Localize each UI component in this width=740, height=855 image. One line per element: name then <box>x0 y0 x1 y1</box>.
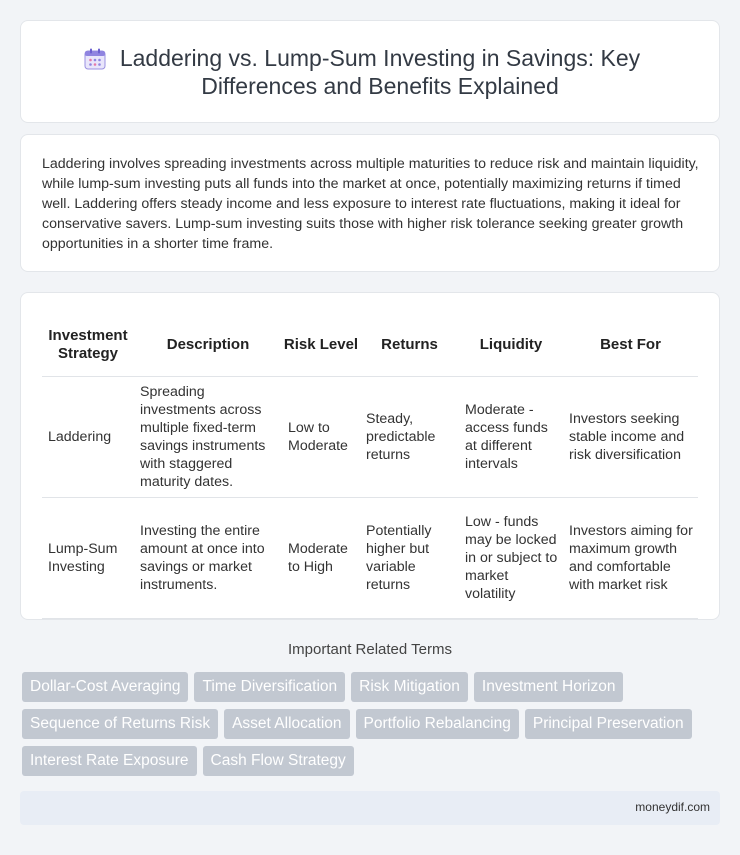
cell-description: Spreading investments across multiple fixed-term savings instruments with staggered maturity dates. <box>134 376 282 497</box>
cell-strategy: Lump-Sum Investing <box>42 497 134 618</box>
header-liquidity: Liquidity <box>459 315 563 376</box>
cell-liquidity: Moderate - access funds at different intervals <box>459 376 563 497</box>
table-row <box>42 376 698 497</box>
title-card <box>20 20 720 123</box>
related-term-tag[interactable]: Asset Allocation <box>224 709 349 739</box>
related-terms-title: Important Related Terms <box>288 641 452 658</box>
cell-returns: Potentially higher but variable returns <box>360 497 459 618</box>
intro-paragraph: Laddering involves spreading investments across multiple maturities to reduce risk and maintain liquidity, while lump-sum investing puts all funds into the market at once, potentially maximizing returns if timed well. Laddering offers steady income and less exposure to interest rate fluctuations, making it ideal for conservative savers. Lump-sum investing suits those with higher risk tolerance seeking greater growth opportunities in a shorter time frame. <box>42 156 699 252</box>
related-term-tag[interactable]: Cash Flow Strategy <box>203 746 354 776</box>
related-term-tag[interactable]: Risk Mitigation <box>351 672 468 702</box>
comparison-table <box>42 315 698 619</box>
header-returns: Returns <box>360 315 459 376</box>
cell-description: Investing the entire amount at once into savings or market instruments. <box>134 497 282 618</box>
footer <box>20 791 720 825</box>
cell-liquidity: Low - funds may be locked in or subject to market volatility <box>459 497 563 618</box>
table-row <box>42 497 698 618</box>
cell-best-for: Investors seeking stable income and risk diversification <box>563 376 698 497</box>
cell-risk-level: Moderate to High <box>282 497 360 618</box>
header-investment-strategy: Investment Strategy <box>42 315 134 376</box>
related-term-tag[interactable]: Investment Horizon <box>474 672 624 702</box>
intro-card <box>20 134 720 272</box>
cell-strategy: Laddering <box>42 376 134 497</box>
related-term-tag[interactable]: Interest Rate Exposure <box>22 746 197 776</box>
related-terms-list <box>22 672 722 776</box>
page-title: Laddering vs. Lump-Sum Investing in Savings: Key Differences and Benefits Explained <box>119 44 641 99</box>
cell-best-for: Investors aiming for maximum growth and comfortable with market risk <box>563 497 698 618</box>
header-description: Description <box>134 315 282 376</box>
table-header-row <box>42 315 698 376</box>
header-best-for: Best For <box>563 315 698 376</box>
related-term-tag[interactable]: Portfolio Rebalancing <box>356 709 519 739</box>
comparison-table-card <box>20 292 720 620</box>
footer-site-link[interactable]: moneydif.com <box>635 800 710 814</box>
related-term-tag[interactable]: Sequence of Returns Risk <box>22 709 218 739</box>
header-risk-level: Risk Level <box>282 315 360 376</box>
related-term-tag[interactable]: Time Diversification <box>194 672 345 702</box>
related-term-tag[interactable]: Principal Preservation <box>525 709 692 739</box>
cell-risk-level: Low to Moderate <box>282 376 360 497</box>
related-term-tag[interactable]: Dollar-Cost Averaging <box>22 672 188 702</box>
cell-returns: Steady, predictable returns <box>360 376 459 497</box>
